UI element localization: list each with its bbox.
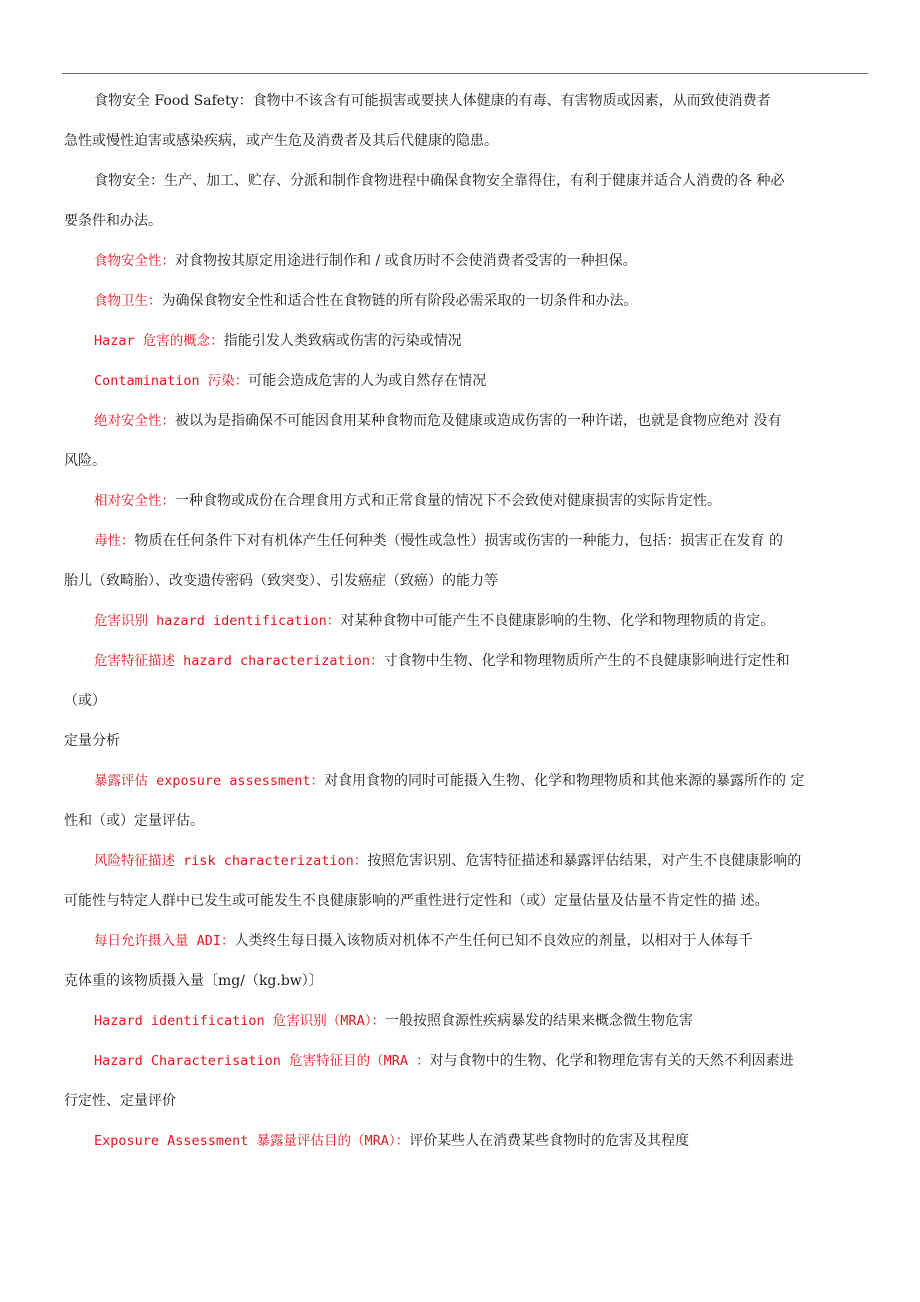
paragraph-continuation: 胎儿（致畸胎）、改变遗传密码（致突变）、引发癌症（致癌）的能力等	[64, 573, 498, 589]
definition-hazard-characterization	[64, 641, 894, 681]
definition-hazard	[64, 321, 894, 361]
definition-text: 指能引发人类致病或伤害的污染或情况	[223, 333, 462, 349]
definition-term: 危害特征描述 hazard characterization：	[94, 653, 384, 669]
definition-term: 相对安全性：	[94, 493, 175, 509]
definition-food-safety-property	[64, 241, 894, 281]
definition-text: 评价某些人在消费某些食物时的危害及其程度	[409, 1133, 690, 1149]
definition-risk-characterization	[64, 841, 894, 881]
paragraph-continuation: 要条件和办法。	[64, 213, 162, 229]
paragraph-continuation: 克体重的该物质摄入量〔mg/（kg.bw）〕	[64, 973, 323, 989]
definition-exposure-assessment-mra	[64, 1121, 894, 1161]
definition-text: 物质在任何条件下对有机体产生任何种类（慢性或急性）损害或伤害的一种能力，包括：损害正在发育 的	[134, 533, 783, 549]
definition-hazard-characterisation-mra	[64, 1041, 894, 1081]
paragraph-continuation: 风险。	[64, 453, 106, 469]
definition-text: 对与食物中的生物、化学和物理危害有关的天然不利因素进	[429, 1053, 794, 1069]
definition-hazard-identification-mra	[64, 1001, 894, 1041]
definition-term: 食物安全性：	[94, 253, 175, 269]
paragraph-food-safety: 食物安全 Food Safety：食物中不该含有可能损害或要挟人体健康的有毒、有害物质或因素，从而致使消费者	[94, 93, 771, 109]
definition-term: 绝对安全性：	[94, 413, 175, 429]
definition-hazard-identification	[64, 601, 894, 641]
paragraph-continuation: 急性或慢性迫害或感染疾病，或产生危及消费者及其后代健康的隐患。	[64, 133, 498, 149]
paragraph-continuation: 性和（或）定量评估。	[64, 813, 204, 829]
definition-text: 被以为是指确保不可能因食用某种食物而危及健康或造成伤害的一种许诺，也就是食物应绝对 没有	[175, 413, 782, 429]
definition-text: 对食用食物的同时可能摄入生物、化学和物理物质和其他来源的暴露所作的 定	[324, 773, 805, 789]
definition-term: 毒性：	[94, 533, 135, 549]
definition-contamination	[64, 361, 894, 401]
definition-term: 暴露评估 exposure assessment：	[94, 773, 325, 789]
definition-text: 寸食物中生物、化学和物理物质所产生的不良健康影响进行定性和	[383, 653, 790, 669]
paragraph-continuation: （或）	[64, 693, 106, 709]
definition-term: 风险特征描述 risk characterization：	[94, 853, 368, 869]
definition-term: Hazard identification 危害识别（MRA）：	[94, 1013, 385, 1029]
definition-term: Hazar 危害的概念：	[94, 333, 224, 349]
definition-text: 为确保食物安全性和适合性在食物链的所有阶段必需采取的一切条件和办法。	[161, 293, 638, 309]
definition-text: 人类终生每日摄入该物质对机体不产生任何已知不良效应的剂量，以相对于人体每千	[234, 933, 753, 949]
paragraph-food-safety-process: 食物安全：生产、加工、贮存、分派和制作食物进程中确保食物安全靠得住，有利于健康并适合人消费的各 种必	[94, 173, 785, 189]
definition-term: 食物卫生：	[94, 293, 162, 309]
definition-adi	[64, 921, 894, 961]
definition-term: 危害识别 hazard identification：	[94, 613, 341, 629]
definition-text: 对食物按其原定用途进行制作和 / 或食历时不会使消费者受害的一种担保。	[175, 253, 637, 269]
definition-food-hygiene	[64, 281, 894, 321]
definition-relative-safety	[64, 481, 894, 521]
paragraph-continuation: 行定性、定量评价	[64, 1093, 176, 1109]
definition-term: Hazard Characterisation 危害特征目的（MRA ：	[94, 1053, 430, 1069]
definition-text: 一般按照食源性疾病暴发的结果来概念微生物危害	[384, 1013, 693, 1029]
definition-text: 可能会造成危害的人为或自然存在情况	[248, 373, 487, 389]
definition-term: 每日允许摄入量 ADI：	[94, 933, 235, 949]
definition-exposure-assessment	[64, 761, 894, 801]
definition-term: Contamination 污染：	[94, 373, 249, 389]
paragraph-continuation: 可能性与特定人群中已发生或可能发生不良健康影响的严重性进行定性和（或）定量估量及估量不肯定性的描 述。	[64, 893, 769, 909]
definition-text: 对某种食物中可能产生不良健康影响的生物、化学和物理物质的肯定。	[340, 613, 775, 629]
definition-toxicity	[64, 521, 894, 561]
definition-text: 一种食物或成份在合理食用方式和正常食量的情况下不会致使对健康损害的实际肯定性。	[175, 493, 721, 509]
definition-absolute-safety	[64, 401, 894, 441]
header-rule	[62, 73, 868, 74]
definition-term: Exposure Assessment 暴露量评估目的（MRA）：	[94, 1133, 410, 1149]
definition-text: 按照危害识别、危害特征描述和暴露评估结果，对产生不良健康影响的	[367, 853, 802, 869]
paragraph-continuation: 定量分析	[64, 733, 120, 749]
